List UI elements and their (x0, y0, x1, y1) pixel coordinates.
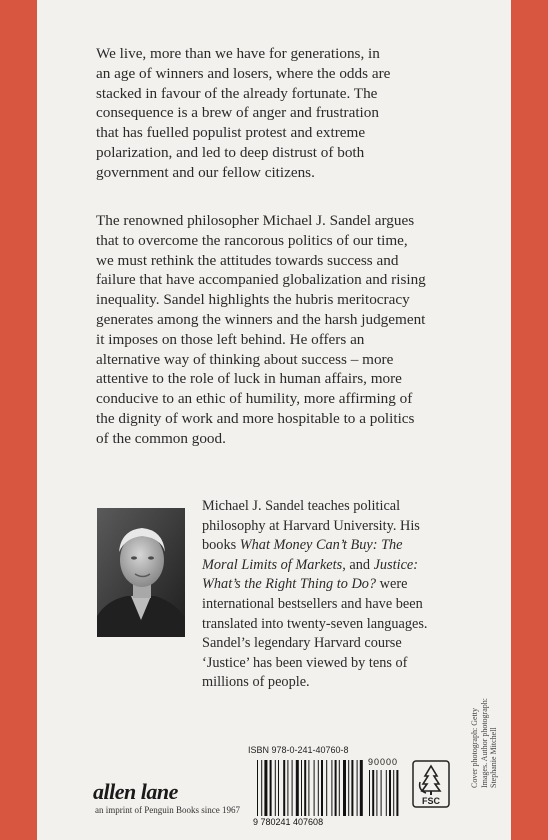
barcode-graphic (251, 758, 411, 828)
blurb-line: conducive to an ethic of humility, more affirming of (96, 390, 413, 408)
blurb-line: The renowned philosopher Michael J. Sandel argues (96, 212, 415, 229)
book-title: What’s the Right Thing to Do? (202, 576, 377, 593)
book-title: Justice: (373, 556, 419, 573)
blurb-line: the dignity of work and more hospitable to a politics (96, 409, 415, 427)
bio-text: books (202, 537, 240, 554)
blurb-line: we must rethink the attitudes towards success and (96, 251, 399, 269)
book-title: What Money Can’t Buy: The (239, 537, 403, 554)
bio-line: ‘Justice’ has been viewed by tens of (202, 654, 408, 671)
blurb-line: it imposes on those left behind. He offers an (96, 330, 365, 348)
blurb-line: attentive to the role of luck in human affairs, more (96, 370, 402, 388)
blurb-paragraph-1 (96, 44, 468, 183)
barcode (251, 758, 411, 833)
blurb-paragraph-2 (96, 211, 468, 449)
blurb-line: stacked in favour of the already fortunate. The (96, 84, 378, 102)
blurb-line: that to overcome the rancorous politics of our time, (96, 231, 408, 249)
blurb-line: government and our fellow citizens. (96, 163, 315, 181)
photo-credit (470, 668, 499, 788)
bio-line (202, 536, 472, 556)
isbn-label: ISBN 978-0-241-40760-8 (248, 745, 349, 755)
bio-line: translated into twenty-seven languages. (202, 615, 428, 632)
bio-line: Sandel’s legendary Harvard course (202, 635, 402, 652)
bio-text: were (376, 576, 408, 593)
blurb-line: alternative way of thinking about success – more (96, 350, 394, 368)
bio-text: , and (342, 556, 374, 573)
fsc-logo (412, 760, 450, 813)
credit-line: Stephanie Mitchell (489, 727, 498, 788)
author-photo (97, 508, 185, 637)
bio-line (202, 556, 472, 576)
credit-line: Cover photograph: Getty (470, 708, 479, 788)
barcode-addon: 90000 (368, 757, 399, 767)
bio-line: international bestsellers and have been (202, 595, 423, 612)
bio-line: millions of people. (202, 674, 310, 691)
blurb-line: consequence is a brew of anger and frustration (96, 104, 379, 122)
bio-line: philosophy at Harvard University. His (202, 517, 420, 534)
blurb-line: generates among the winners and the harsh judgement (96, 310, 426, 328)
bio-line (202, 575, 472, 595)
blurb-line: of the common good. (96, 429, 226, 447)
book-title: Moral Limits of Markets (202, 556, 343, 573)
blurb-line: an age of winners and losers, where the odds are (96, 64, 391, 82)
fsc-label: FSC (422, 796, 440, 806)
blurb-line: We live, more than we have for generations, in (96, 45, 380, 62)
publisher-imprint: an imprint of Penguin Books since 1967 (95, 805, 240, 815)
blurb-line: failure that have accompanied globalization and rising (96, 271, 426, 289)
barcode-digits: 9 780241 407608 (253, 817, 324, 827)
publisher-logo: allen lane (93, 779, 178, 804)
author-bio (202, 497, 472, 693)
bio-line: Michael J. Sandel teaches political (202, 498, 401, 514)
blurb-line: polarization, and led to deep distrust of both (96, 143, 365, 161)
blurb-line: that has fuelled populist protest and extreme (96, 124, 366, 142)
credit-line: Images. Author photograph: (479, 698, 489, 788)
blurb-line: inequality. Sandel highlights the hubris meritocracy (96, 291, 410, 309)
